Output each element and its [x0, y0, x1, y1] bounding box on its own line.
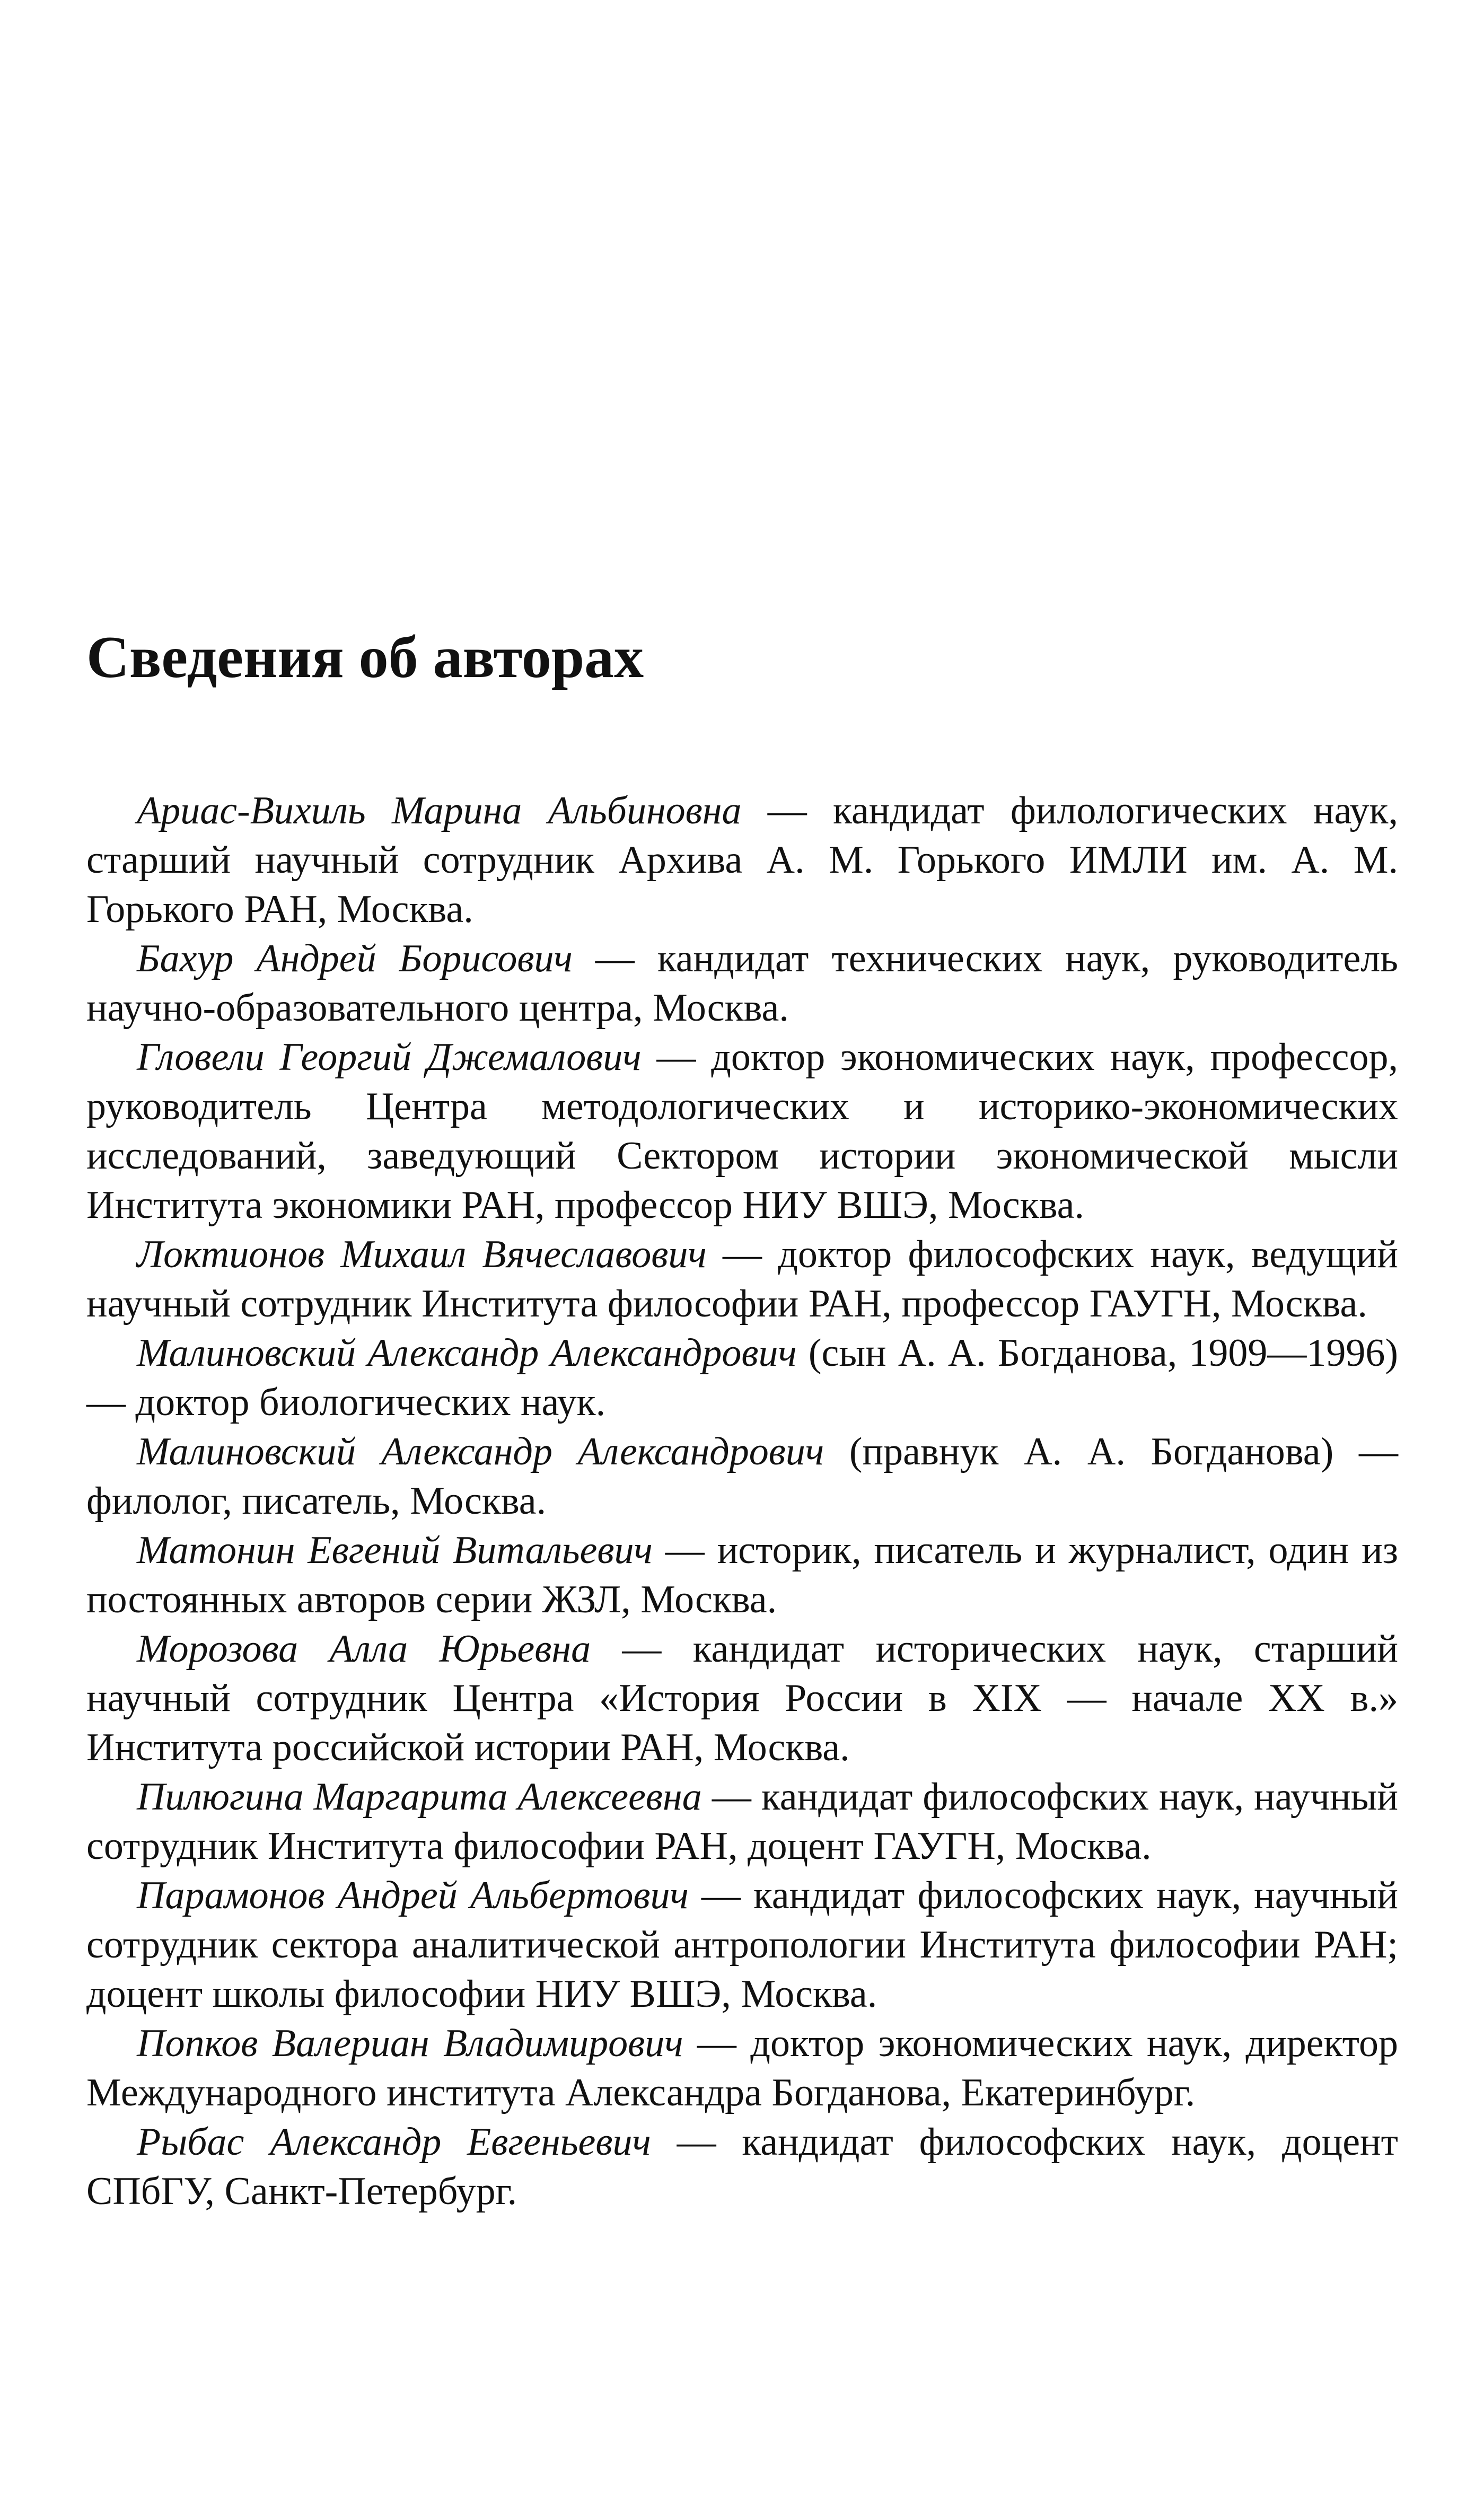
author-entry: [86, 1871, 1398, 2019]
author-entry: [86, 1230, 1398, 1329]
author-name: Парамонов Андрей Альбертович: [137, 1874, 689, 1917]
author-description: (сын А. А. Богданова, 1909—1996) — доктор биологических наук.: [86, 1331, 1398, 1424]
author-entry: [86, 2118, 1398, 2216]
author-name: Малиновский Александр Александрович: [137, 1331, 797, 1375]
author-description: (правнук А. А. Богданова) — филолог, писатель, Москва.: [86, 1430, 1398, 1523]
author-name: Рыбас Александр Евгеньевич: [137, 2120, 651, 2164]
author-name: Бахур Андрей Борисович: [137, 937, 573, 980]
author-description: — кандидат исторических наук, старший научный сотрудник Центра «История России в XIX — начале XX в.» Института российской истории РАН, Москва.: [86, 1627, 1399, 1769]
author-name: Попков Валериан Владимирович: [137, 2022, 683, 2065]
author-entry: [86, 1625, 1398, 1772]
author-entry: [86, 1526, 1398, 1625]
author-entry: [86, 934, 1398, 1033]
author-entry: [86, 2019, 1398, 2118]
author-name: Матонин Евгений Витальевич: [137, 1529, 653, 1572]
author-name: Гловели Георгий Джемалович: [137, 1035, 642, 1079]
author-description: — кандидат филологических наук, старший научный сотрудник Архива А. М. Горького ИМЛИ им. А. М. Горького РАН, Москва.: [86, 789, 1398, 931]
author-description: — кандидат философских наук, научный сотрудник сектора аналитической антропологии Института философии РАН; доцент школы философии НИУ ВШЭ, Москва.: [86, 1874, 1398, 2016]
author-description: — кандидат философских наук, научный сотрудник Института философии РАН, доцент ГАУГН, Москва.: [86, 1775, 1398, 1868]
author-description: — историк, писатель и журналист, один из постоянных авторов серии ЖЗЛ, Москва.: [86, 1529, 1399, 1621]
author-name: Морозова Алла Юрьевна: [137, 1627, 591, 1671]
author-name: Локтионов Михаил Вячеславович: [137, 1233, 707, 1276]
author-name: Пилюгина Маргарита Алексеевна: [137, 1775, 702, 1819]
author-name: Малиновский Александр Александрович: [137, 1430, 824, 1473]
author-description: — доктор экономических наук, профессор, руководитель Центра методологических и историко-экономических исследований, заведующий Сектором истории экономической мысли Института экономики РАН, профессор НИУ ВШЭ, Москва.: [86, 1035, 1399, 1227]
author-description: — доктор экономических наук, директор Международного института Александра Богданова, Екатеринбург.: [86, 2022, 1398, 2114]
author-entry: [86, 1427, 1398, 1526]
author-entry: [86, 1772, 1398, 1871]
author-description: — кандидат технических наук, руководитель научно-образовательного центра, Москва.: [86, 937, 1398, 1030]
author-entry: [86, 1329, 1398, 1427]
author-entry: [86, 1033, 1398, 1230]
author-description: — кандидат философских наук, доцент СПбГУ, Санкт-Петербург.: [86, 2120, 1398, 2213]
page-title: Сведения об авторах: [86, 625, 644, 690]
author-description: — доктор философских наук, ведущий научный сотрудник Института философии РАН, профессор ГАУГН, Москва.: [86, 1233, 1398, 1325]
author-list: [86, 786, 1398, 2216]
author-name: Ариас-Вихиль Марина Альбиновна: [137, 789, 742, 832]
author-entry: [86, 786, 1398, 934]
